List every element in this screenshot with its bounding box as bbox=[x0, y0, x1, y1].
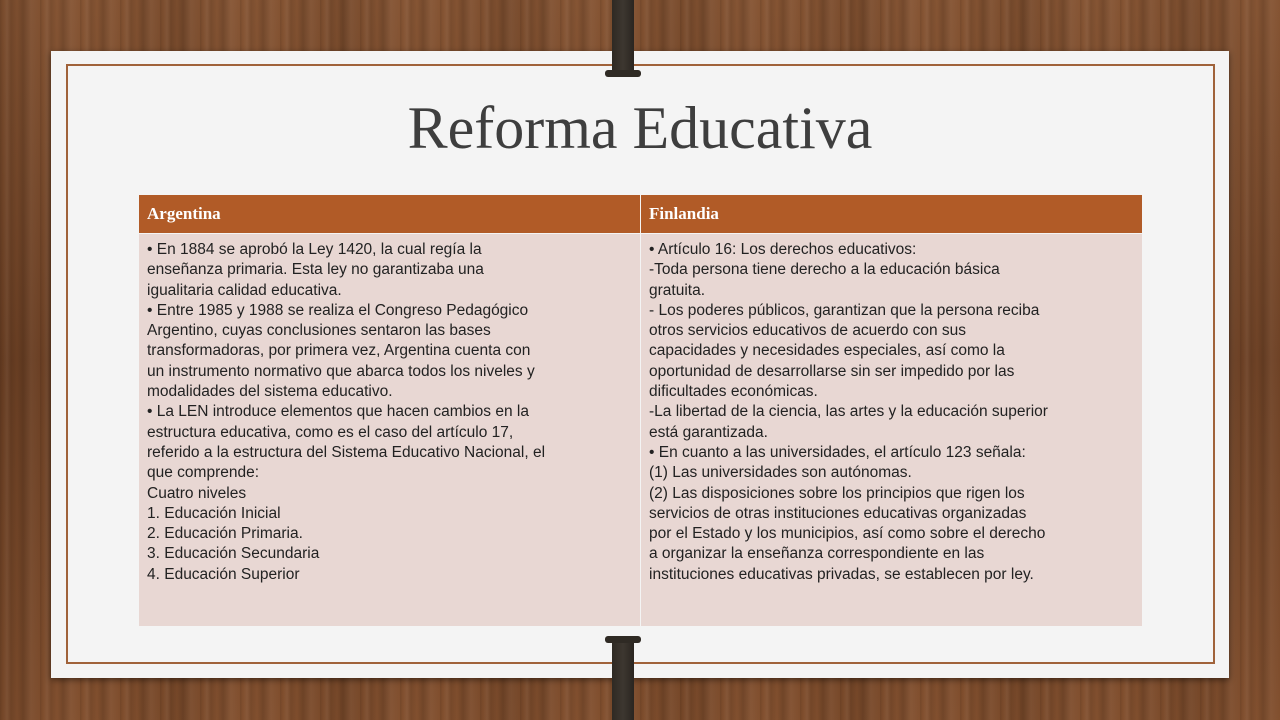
cell-text-line: dificultades económicas. bbox=[649, 383, 818, 401]
cell-text-line: • En 1884 se aprobó la Ley 1420, la cual regía la bbox=[147, 241, 482, 258]
cell-text-line: (1) Las universidades son autónomas. bbox=[649, 464, 912, 482]
table-header-row bbox=[139, 195, 1143, 234]
cell-text-line: 1. Educación Inicial bbox=[147, 504, 281, 522]
argentina-cell bbox=[139, 234, 641, 627]
cell-text-line: referido a la estructura del Sistema Educativo Nacional, el bbox=[147, 443, 546, 461]
cell-text-line: por el Estado y los municipios, así como sobre el derecho bbox=[649, 525, 1046, 543]
cell-text-line: servicios de otras instituciones educativas organizadas bbox=[649, 504, 1027, 522]
cell-text-line: (2) Las disposiciones sobre los principios que rigen los bbox=[649, 484, 1025, 502]
cell-text-line: • En cuanto a las universidades, el artículo 123 señala: bbox=[649, 443, 1026, 461]
cell-text-line: instituciones educativas privadas, se establecen por ley. bbox=[649, 565, 1034, 583]
cell-text-line: Argentino, cuyas conclusiones sentaron las bases bbox=[147, 322, 491, 340]
column-header-argentina: Argentina bbox=[139, 195, 641, 234]
cell-text-line: oportunidad de desarrollarse sin ser impedido por las bbox=[649, 362, 1015, 380]
cell-text-line: 4. Educación Superior bbox=[147, 565, 300, 583]
binder-strap-top bbox=[612, 0, 634, 74]
cell-text-line: enseñanza primaria. Esta ley no garantizaba una bbox=[147, 261, 484, 279]
cell-text-line: - Los poderes públicos, garantizan que la persona reciba bbox=[649, 301, 1040, 319]
cell-text-line: 3. Educación Secundaria bbox=[147, 545, 320, 563]
binder-strap-bottom-cap bbox=[605, 636, 641, 643]
cell-text-line: • Entre 1985 y 1988 se realiza el Congreso Pedagógico bbox=[147, 301, 529, 319]
finlandia-cell bbox=[641, 234, 1143, 627]
cell-text-line: transformadoras, por primera vez, Argentina cuenta con bbox=[147, 342, 531, 360]
cell-text-line: -La libertad de la ciencia, las artes y la educación superior bbox=[649, 403, 1048, 421]
column-header-finlandia: Finlandia bbox=[641, 195, 1143, 234]
cell-text-line: que comprende: bbox=[147, 464, 260, 482]
binder-strap-top-cap bbox=[605, 70, 641, 77]
cell-text-line: 2. Educación Primaria. bbox=[147, 525, 303, 543]
cell-text-line: • La LEN introduce elementos que hacen cambios en la bbox=[147, 403, 529, 421]
cell-text-line: está garantizada. bbox=[649, 423, 768, 441]
slide-title: Reforma Educativa bbox=[407, 95, 873, 161]
cell-text-line: -Toda persona tiene derecho a la educación básica bbox=[649, 261, 1000, 279]
comparison-table bbox=[138, 194, 1143, 627]
cell-text-line: igualitaria calidad educativa. bbox=[147, 281, 342, 299]
cell-text-line: a organizar la enseñanza correspondiente en las bbox=[649, 545, 985, 563]
cell-text-line: estructura educativa, como es el caso del artículo 17, bbox=[147, 423, 514, 441]
cell-text-line: un instrumento normativo que abarca todos los niveles y bbox=[147, 362, 535, 380]
cell-text-line: Cuatro niveles bbox=[147, 484, 247, 502]
cell-text-line: gratuita. bbox=[649, 281, 706, 299]
binder-strap-bottom bbox=[612, 638, 634, 720]
cell-text-line: modalidades del sistema educativo. bbox=[147, 383, 393, 401]
cell-text-line: otros servicios educativos de acuerdo con sus bbox=[649, 322, 967, 340]
table-row bbox=[139, 234, 1143, 627]
cell-text-line: • Artículo 16: Los derechos educativos: bbox=[649, 241, 917, 258]
cell-text-line: capacidades y necesidades especiales, así como la bbox=[649, 342, 1005, 360]
